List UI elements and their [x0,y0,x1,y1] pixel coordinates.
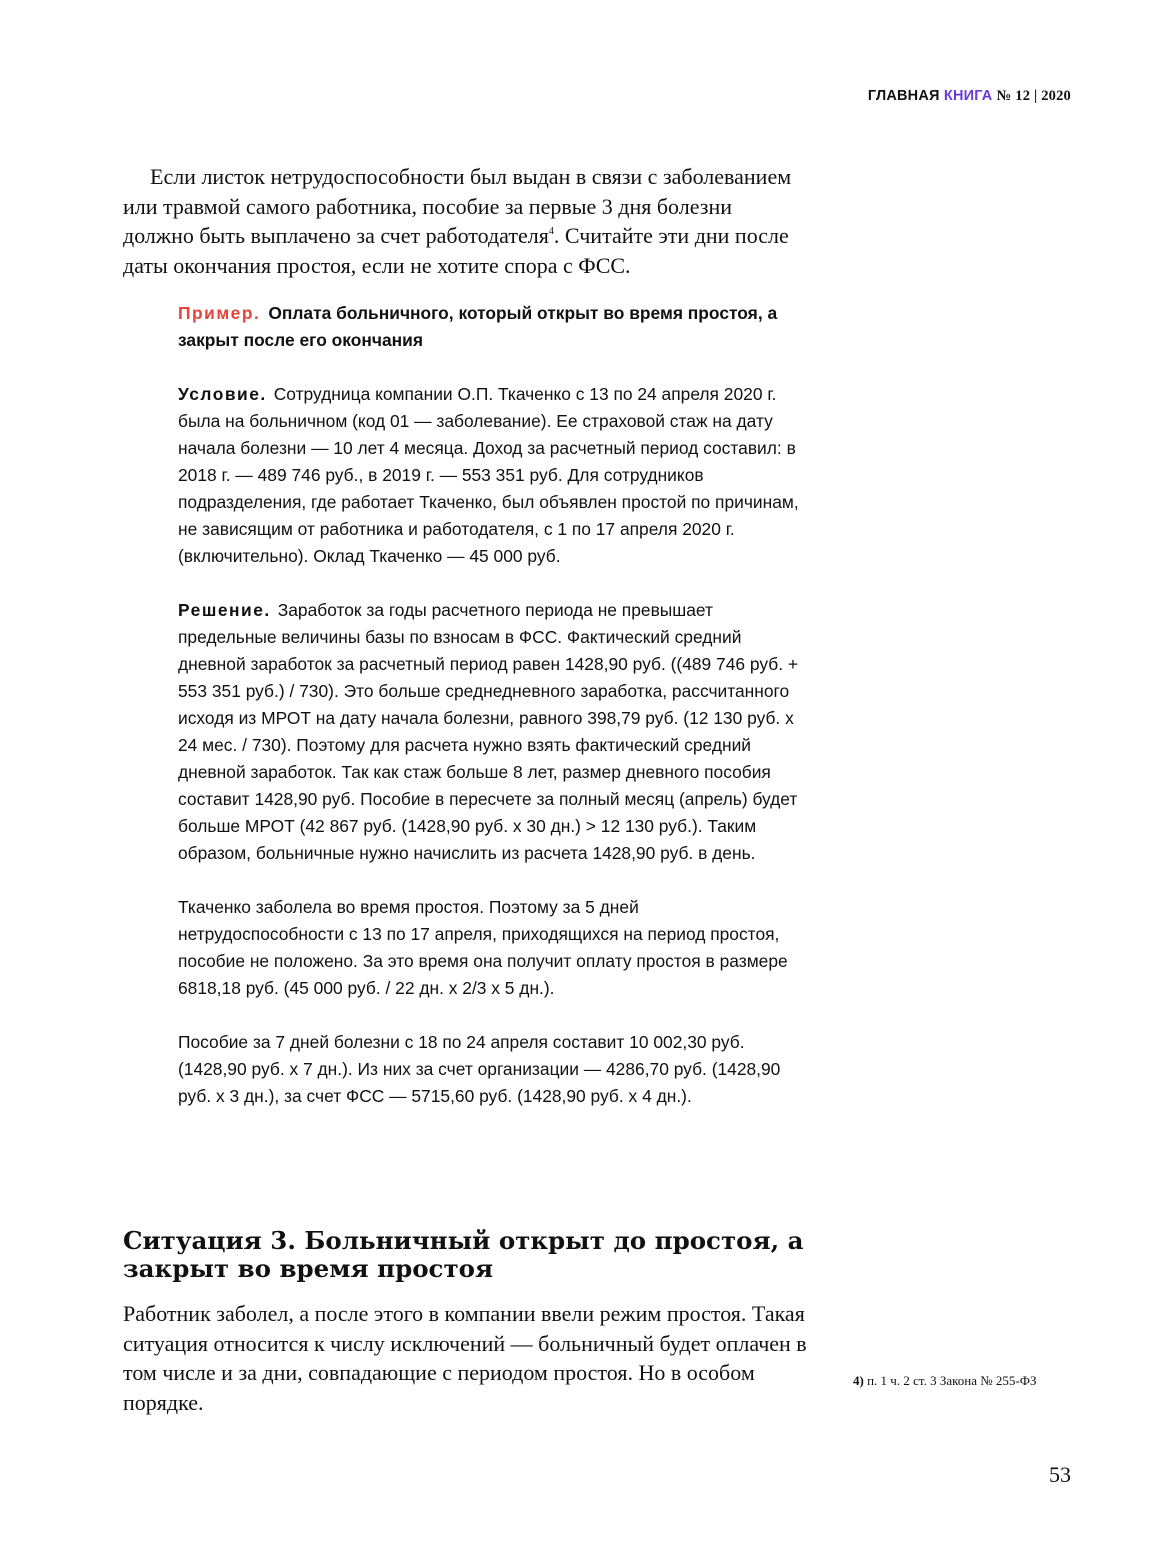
issue-number: № 12 | 2020 [996,88,1071,104]
brand-name-main: ГЛАВНАЯ [867,88,940,104]
page-number: 53 [1049,1462,1071,1487]
example-condition [178,381,808,570]
lead-paragraph [123,162,803,280]
footnote-reference: 4 [548,226,554,237]
solution-text: Заработок за годы расчетного периода не превышает предельные величины базы по взносам в ФСС. Фактический средний дневной заработок за расчетный период равен 1428,90 руб. ((489 746 руб. + 553 351 руб.) / 730). Это больше среднедневного заработка, рассчитанного исходя из МРОТ на дату начала болезни, равного 398,79 руб. (12 130 руб. х 24 мес. / 730). Поэтому для расчета нужно взять фактический средний дневной заработок. Так как стаж больше 8 лет, размер дневного пособия составит 1428,90 руб. Пособие в пересчете за полный месяц (апрель) будет больше МРОТ (42 867 руб. (1428,90 руб. х 30 дн.) > 12 130 руб.). Таким образом, больничные нужно начислить из расчета 1428,90 руб. в день. [178,600,799,863]
example-paragraph-4: Пособие за 7 дней болезни с 18 по 24 апреля составит 10 002,30 руб. (1428,90 руб. х 7 дн.). Из них за счет организации — 4286,70 руб. (1428,90 руб. х 3 дн.), за счет ФСС — 5715,60 руб. (1428,90 руб. х 4 дн.). [178,1032,781,1106]
lead-text-part-2: . Считайте эти дни после даты окончания простоя, если не хотите спора с ФСС. [123,223,789,278]
lead-text-part-1: Если листок нетрудоспособности был выдан в связи с заболеванием или травмой самого работника, пособие за первые 3 дня болезни должно быть выплачено за счет работодателя [123,164,792,248]
footnote-text: п. 1 ч. 2 ст. 3 Закона № 255-ФЗ [867,1373,1037,1388]
example-solution [178,597,808,867]
magazine-masthead [868,88,1071,105]
example-title [178,300,808,354]
section-body: Работник заболел, а после этого в компании ввели режим простоя. Такая ситуация относится к числу исключений — больничный будет оплачен в том числе и за дни, совпадающие с периодом простоя. Но в особом порядке. [123,1301,807,1415]
solution-label: Решение. [178,600,271,620]
example-paragraph-3: Ткаченко заболела во время простоя. Поэтому за 5 дней нетрудоспособности с 13 по 17 апреля, приходящихся на период простоя, пособие не положено. За это время она получит оплату простоя в размере 6818,18 руб. (45 000 руб. / 22 дн. х 2/3 х 5 дн.). [178,897,788,998]
example-title-text: Оплата больничного, который открыт во время простоя, а закрыт после его окончания [178,303,778,350]
footnote-number: 4) [853,1373,864,1388]
example-box [178,300,808,1137]
example-tag: Пример. [178,303,261,323]
condition-label: Условие. [178,384,267,404]
brand-name-accent: КНИГА [943,88,993,104]
condition-text: Сотрудница компании О.П. Ткаченко с 13 по 24 апреля 2020 г. была на больничном (код 01 — заболевание). Ее страховой стаж на дату начала болезни — 10 лет 4 месяца. Доход за расчетный период составил: в 2018 г. — 489 746 руб., в 2019 г. — 553 351 руб. Для сотрудников подразделения, где работает Ткаченко, был объявлен простой по причинам, не зависящим от работника и работодателя, с 1 по 17 апреля 2020 г. (включительно). Оклад Ткаченко — 45 000 руб. [178,384,799,566]
footnote [853,1372,1053,1389]
section-heading: Ситуация 3. Больничный открыт до простоя, а закрыт во время простоя [123,1226,804,1283]
